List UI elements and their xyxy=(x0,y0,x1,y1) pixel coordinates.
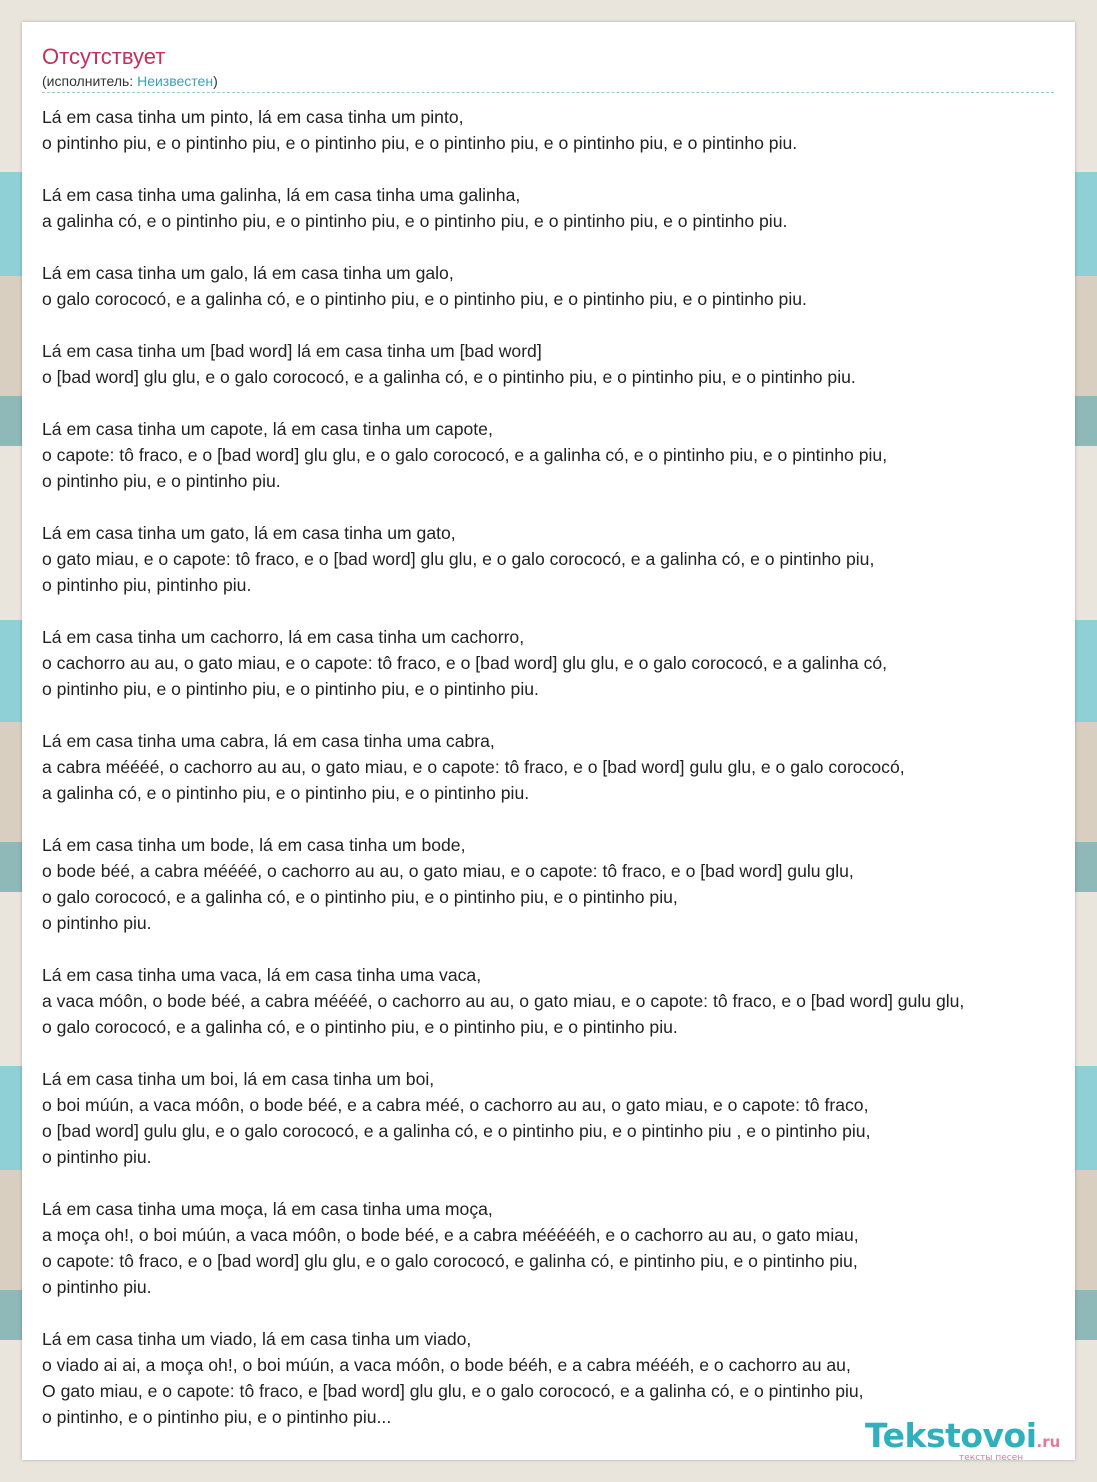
lyric-line: O gato miau, e o capote: tô fraco, e [bad word] glu glu, e o galo corococó, e a galinha có, e o pintinho piu, xyxy=(42,1381,864,1401)
lyric-line: o bode béé, a cabra méééé, o cachorro au au, o gato miau, e o capote: tô fraco, e o [bad word] gulu glu, xyxy=(42,861,854,881)
stanza-gap xyxy=(42,1040,964,1066)
lyric-line: o pintinho piu, e o pintinho piu, e o pintinho piu, e o pintinho piu. xyxy=(42,679,539,699)
lyric-line: o viado ai ai, a moça oh!, o boi múún, a vaca móôn, o bode bééh, e a cabra méééh, e o cachorro au au, xyxy=(42,1355,851,1375)
lyric-line: a galinha có, e o pintinho piu, e o pintinho piu, e o pintinho piu, e o pintinho piu, e o pintinho piu. xyxy=(42,211,788,231)
lyric-line: o pintinho piu, e o pintinho piu. xyxy=(42,471,281,491)
lyric-line: o [bad word] gulu glu, e o galo corococó, e a galinha có, e o pintinho piu, e o pintinho piu , e o pintinho piu, xyxy=(42,1121,871,1141)
lyrics-body xyxy=(42,104,964,1430)
lyric-line: Lá em casa tinha um capote, lá em casa tinha um capote, xyxy=(42,419,493,439)
lyric-line: o capote: tô fraco, e o [bad word] glu glu, e o galo corococó, e galinha có, e pintinho piu, e o pintinho piu, xyxy=(42,1251,858,1271)
lyric-line: a cabra méééé, o cachorro au au, o gato miau, e o capote: tô fraco, e o [bad word] gulu glu, e o galo corococó, xyxy=(42,757,905,777)
stanza-gap xyxy=(42,936,964,962)
lyric-line: a vaca móôn, o bode béé, a cabra méééé, o cachorro au au, o gato miau, e o capote: tô fraco, e o [bad word] gulu glu, xyxy=(42,991,965,1011)
lyric-line: o capote: tô fraco, e o [bad word] glu glu, e o galo corococó, e a galinha có, e o pintinho piu, e o pintinho piu, xyxy=(42,445,888,465)
stanza-gap xyxy=(42,598,964,624)
lyric-line: Lá em casa tinha uma moça, lá em casa tinha uma moça, xyxy=(42,1199,493,1219)
lyric-line: a galinha có, e o pintinho piu, e o pintinho piu, e o pintinho piu. xyxy=(42,783,530,803)
stanza-gap xyxy=(42,390,964,416)
logo-brand: Tekstovoi xyxy=(865,1416,1037,1455)
performer-prefix: (исполнитель: xyxy=(42,73,138,89)
lyric-line: o gato miau, e o capote: tô fraco, e o [bad word] glu glu, e o galo corococó, e a galinha có, e o pintinho piu, xyxy=(42,549,875,569)
stanza-gap xyxy=(42,1300,964,1326)
stanza-gap xyxy=(42,806,964,832)
lyric-line: o [bad word] glu glu, e o galo corococó, e a galinha có, e o pintinho piu, e o pintinho piu, e o pintinho piu. xyxy=(42,367,856,387)
lyrics-card xyxy=(22,22,1075,1460)
lyric-line: o galo corococó, e a galinha có, e o pintinho piu, e o pintinho piu, e o pintinho piu, xyxy=(42,887,678,907)
stanza-gap xyxy=(42,1170,964,1196)
stanza-gap xyxy=(42,312,964,338)
lyric-line: Lá em casa tinha um viado, lá em casa tinha um viado, xyxy=(42,1329,472,1349)
lyric-line: o galo corococó, e a galinha có, e o pintinho piu, e o pintinho piu, e o pintinho piu, e o pintinho piu. xyxy=(42,289,807,309)
stanza-gap xyxy=(42,234,964,260)
lyric-line: Lá em casa tinha um bode, lá em casa tinha um bode, xyxy=(42,835,466,855)
lyric-line: a moça oh!, o boi múún, a vaca móôn, o bode béé, e a cabra méééééh, e o cachorro au au, o gato miau, xyxy=(42,1225,859,1245)
lyric-line: o pintinho piu. xyxy=(42,1277,152,1297)
lyric-line: o pintinho piu. xyxy=(42,913,152,933)
lyric-line: o pintinho piu. xyxy=(42,1147,152,1167)
performer-line xyxy=(42,73,218,89)
lyric-line: o cachorro au au, o gato miau, e o capote: tô fraco, e o [bad word] glu glu, e o galo corococó, e a galinha có, xyxy=(42,653,888,673)
lyric-line: Lá em casa tinha uma galinha, lá em casa tinha uma galinha, xyxy=(42,185,521,205)
lyric-line: Lá em casa tinha uma vaca, lá em casa tinha uma vaca, xyxy=(42,965,482,985)
song-title: Отсутствует xyxy=(42,44,166,69)
lyric-line: Lá em casa tinha uma cabra, lá em casa tinha uma cabra, xyxy=(42,731,495,751)
dashed-divider xyxy=(42,92,1054,93)
lyric-line: Lá em casa tinha um boi, lá em casa tinha um boi, xyxy=(42,1069,435,1089)
stanza-gap xyxy=(42,494,964,520)
stanza-gap xyxy=(42,702,964,728)
logo-tld: .ru xyxy=(1036,1433,1061,1451)
lyric-line: Lá em casa tinha um gato, lá em casa tinha um gato, xyxy=(42,523,456,543)
site-logo[interactable] xyxy=(865,1416,1061,1463)
lyric-line: o pintinho piu, e o pintinho piu, e o pintinho piu, e o pintinho piu, e o pintinho piu, e o pintinho piu. xyxy=(42,133,798,153)
lyric-line: Lá em casa tinha um pinto, lá em casa tinha um pinto, xyxy=(42,107,464,127)
lyric-line: o pintinho piu, pintinho piu. xyxy=(42,575,252,595)
logo-tagline: тексты песен xyxy=(959,1453,1024,1463)
lyric-line: Lá em casa tinha um [bad word] lá em casa tinha um [bad word] xyxy=(42,341,542,361)
stanza-gap xyxy=(42,156,964,182)
lyric-line: Lá em casa tinha um galo, lá em casa tinha um galo, xyxy=(42,263,454,283)
lyric-line: o boi múún, a vaca móôn, o bode béé, e a cabra méé, o cachorro au au, o gato miau, e o capote: tô fraco, xyxy=(42,1095,869,1115)
lyric-line: o pintinho, e o pintinho piu, e o pintinho piu... xyxy=(42,1407,392,1427)
lyric-line: o galo corococó, e a galinha có, e o pintinho piu, e o pintinho piu, e o pintinho piu. xyxy=(42,1017,678,1037)
performer-suffix: ) xyxy=(213,73,218,89)
performer-link[interactable]: Неизвестен xyxy=(137,73,214,89)
lyric-line: Lá em casa tinha um cachorro, lá em casa tinha um cachorro, xyxy=(42,627,525,647)
